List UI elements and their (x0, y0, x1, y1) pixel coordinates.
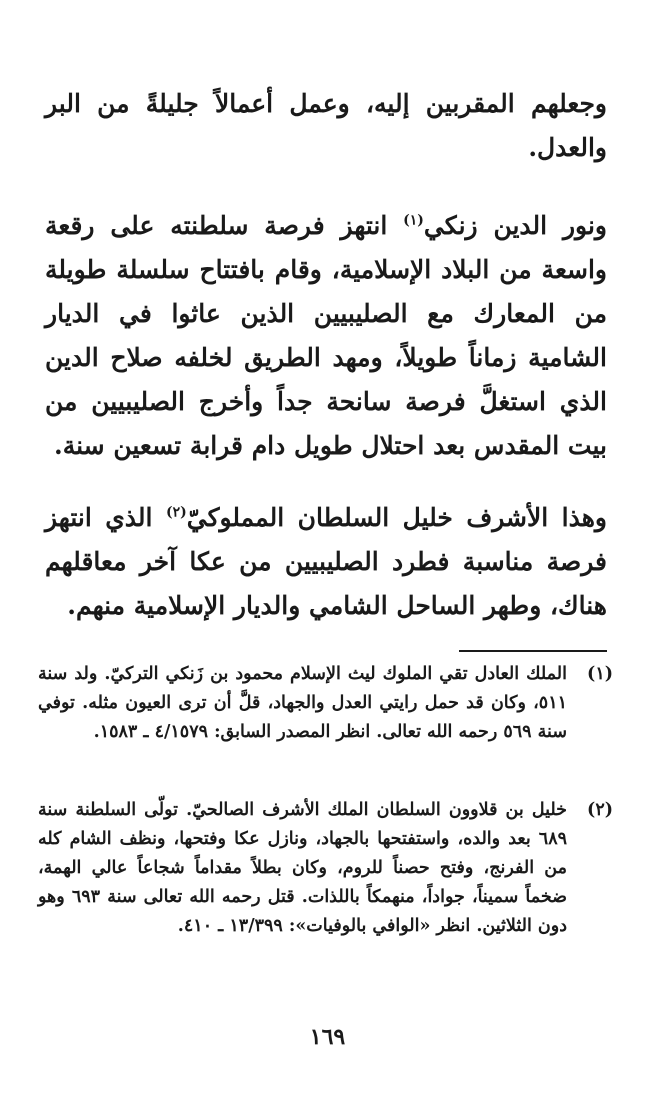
paragraph-3-text-start: وهذا الأشرف خليل السلطان المملوكيّ (186, 503, 607, 532)
footnote-2-text: خليل بن قلاوون السلطان الملك الأشرف الصالحيّ. تولّى السلطنة سنة ٦٨٩ بعد والده، واستفتحها بالجهاد، ونازل عكا وفتحها، ونظف الشام كله من الفرنج، وفتح حصناً للروم، وكان بطلاً مقداماً شجاعاً عالي الهمة، ضخماً سميناً، جواداً، منهمكاً باللذات. قتل رحمه الله تعالى سنة ٦٩٣ وهو دون الثلاثين. انظر «الوافي بالوفيات»: ١٣/٣٩٩ ـ ٤١٠. (38, 800, 567, 936)
footnote-1-number: (١) (587, 664, 613, 684)
footnote-separator (459, 650, 607, 652)
paragraph-2 (45, 204, 607, 468)
paragraph-3-text-end: الذي انتهز فرصة مناسبة فطرد الصليبيين من عكا آخر معاقلهم هناك، وطهر الساحل الشامي والديار الإسلامية منهم. (45, 503, 607, 620)
footnote-1-text: الملك العادل تقي الملوك ليث الإسلام محمود بن زَنكي التركيّ. ولد سنة ٥١١، وكان قد حمل رايتي العدل والجهاد، قلَّ أن ترى العيون مثله. توفي سنة ٥٦٩ رحمه الله تعالى. انظر المصدر السابق: ٤/١٥٧٩ ـ ١٥٨٣. (38, 664, 567, 742)
paragraph-2-text-start: ونور الدين زنكي (423, 211, 607, 240)
page-number: ١٦٩ (309, 1024, 346, 1050)
paragraph-1 (45, 82, 607, 170)
footnote-2 (38, 796, 613, 941)
footnote-2-number: (٢) (587, 800, 613, 820)
paragraph-2-text-end: انتهز فرصة سلطنته على رقعة واسعة من البلاد الإسلامية، وقام بافتتاح سلسلة طويلة من المعارك مع الصليبيين الذين عاثوا في الديار الشامية زماناً طويلاً، ومهد الطريق لخلفه صلاح الدين الذي استغلَّ فرصة سانحة جداً وأخرج الصليبيين من بيت المقدس بعد احتلال طويل دام قرابة تسعين سنة. (45, 211, 607, 460)
footnote-1 (38, 660, 613, 747)
paragraph-3 (45, 496, 607, 628)
footnote-ref-1: (١) (403, 212, 424, 229)
footnote-ref-2: (٢) (165, 504, 187, 521)
paragraph-1-text: وجعلهم المقربين إليه، وعمل أعمالاً جليلةً من البر والعدل. (45, 89, 607, 162)
